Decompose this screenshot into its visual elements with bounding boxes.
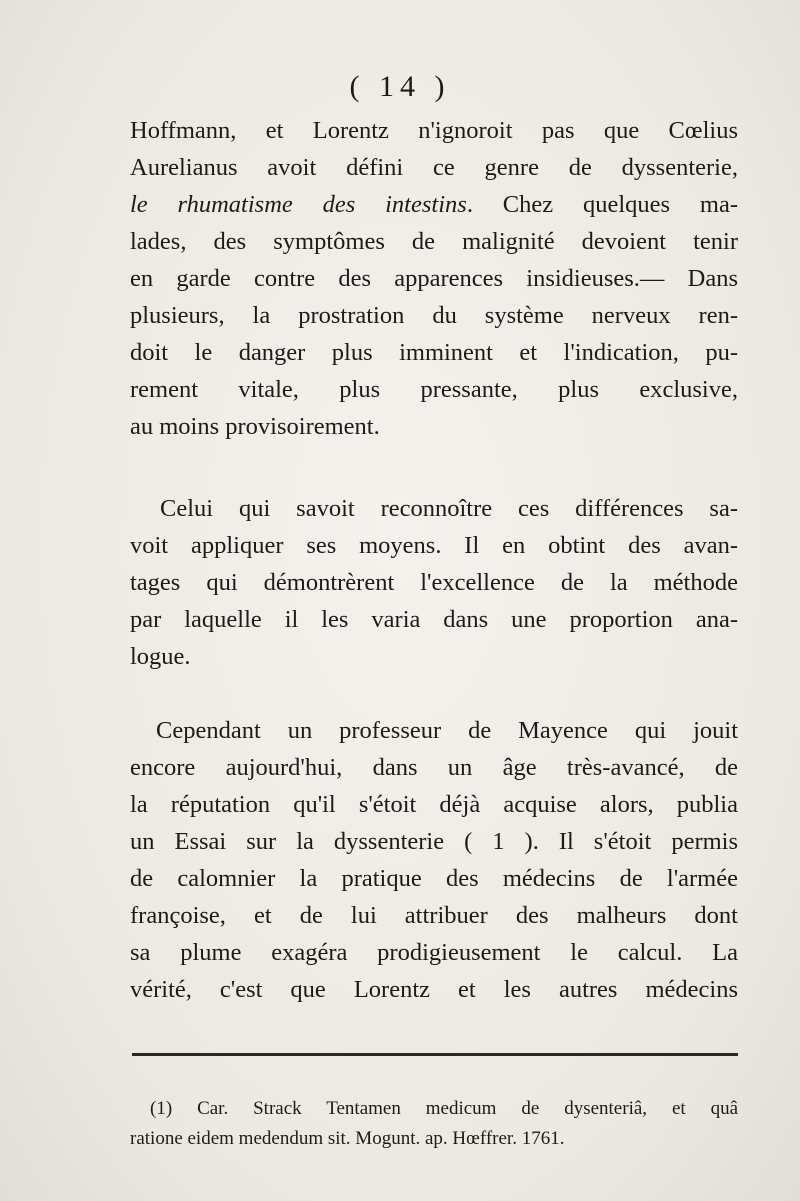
footnote-line: ratione eidem medendum sit. Mogunt. ap. Hœffrer. 1761. bbox=[130, 1128, 565, 1149]
footnote-divider bbox=[132, 1053, 738, 1056]
paragraph-1 bbox=[130, 112, 738, 445]
text-line: un Essai sur la dyssenterie ( 1 ). Il s'étoit permis bbox=[130, 828, 738, 855]
paragraph-3 bbox=[130, 712, 738, 1008]
page-number: ( 14 ) bbox=[349, 70, 451, 103]
text-line: françoise, et de lui attribuer des malheurs dont bbox=[130, 902, 738, 929]
text-line: logue. bbox=[130, 643, 191, 670]
text-line: rement vitale, plus pressante, plus exclusive, bbox=[130, 376, 738, 403]
text-line: voit appliquer ses moyens. Il en obtint des avan- bbox=[130, 532, 738, 559]
text-line: le rhumatisme des intestins. Chez quelques ma- bbox=[130, 191, 738, 218]
text-line: sa plume exagéra prodigieusement le calcul. La bbox=[130, 939, 738, 966]
text-line: par laquelle il les varia dans une proportion ana- bbox=[130, 606, 738, 633]
text-line: en garde contre des apparences insidieuses.— Dans bbox=[130, 265, 738, 292]
footnote-line: (1) Car. Strack Tentamen medicum de dysenteriâ, et quâ bbox=[150, 1098, 738, 1119]
text-line: la réputation qu'il s'étoit déjà acquise alors, publia bbox=[130, 791, 738, 818]
text-line: de calomnier la pratique des médecins de l'armée bbox=[130, 865, 738, 892]
text-line: vérité, c'est que Lorentz et les autres médecins bbox=[130, 976, 738, 1003]
text-line: encore aujourd'hui, dans un âge très-avancé, de bbox=[130, 754, 738, 781]
text-line: Celui qui savoit reconnoître ces différences sa- bbox=[160, 495, 738, 522]
footnote bbox=[130, 1094, 738, 1154]
text-line: au moins provisoirement. bbox=[130, 413, 380, 440]
text-line: doit le danger plus imminent et l'indication, pu- bbox=[130, 339, 738, 366]
text-line: Cependant un professeur de Mayence qui jouit bbox=[156, 717, 738, 744]
text-line: lades, des symptômes de malignité devoient tenir bbox=[130, 228, 738, 255]
text-line: plusieurs, la prostration du système nerveux ren- bbox=[130, 302, 738, 329]
paragraph-2 bbox=[130, 490, 738, 675]
text-line: tages qui démontrèrent l'excellence de la méthode bbox=[130, 569, 738, 596]
text-line: Hoffmann, et Lorentz n'ignoroit pas que Cœlius bbox=[130, 117, 738, 144]
text-line: Aurelianus avoit défini ce genre de dyssenterie, bbox=[130, 154, 738, 181]
